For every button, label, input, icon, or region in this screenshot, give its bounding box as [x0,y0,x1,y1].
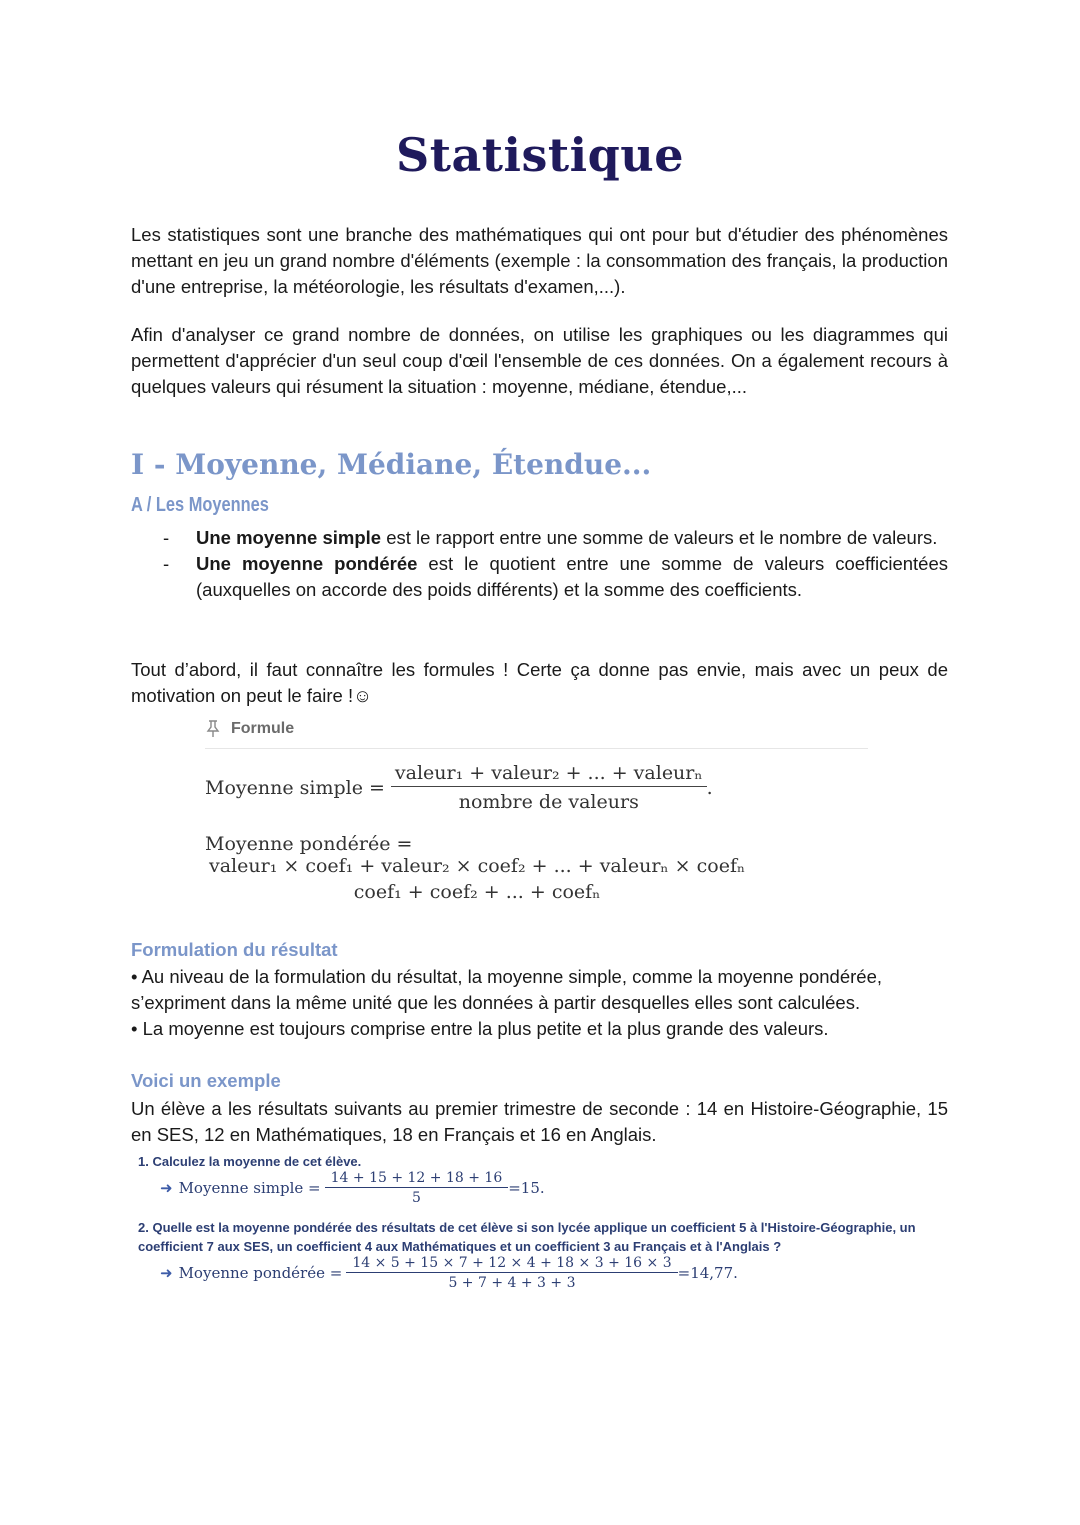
term-simple-mean: Une moyenne simple [196,527,382,548]
page-title: Statistique [396,128,684,182]
subsection-heading: A / Les Moyennes [131,494,269,516]
period: . [706,776,713,799]
formulation-heading: Formulation du résultat [131,939,338,960]
formula-label: Formule [231,720,295,737]
numerator: valeur₁ + valeur₂ + ... + valeurₙ [391,762,707,787]
definition-text: est le rapport entre une somme de valeurs et le nombre de valeurs. [381,527,938,548]
dash-bullet: - [163,553,170,574]
list-item [131,551,948,603]
denominator: 5 + 7 + 4 + 3 + 3 [448,1275,576,1291]
weighted-mean-formula [205,833,749,903]
dash-bullet: - [163,527,170,548]
denominator: coef₁ + coef₂ + ... + coefₙ [353,881,601,903]
formula-box [205,716,868,749]
fraction [391,762,707,813]
answer-1 [160,1170,545,1206]
answer-label: Moyenne simple = [178,1179,321,1197]
denominator: nombre de valeurs [458,791,639,813]
question-1: 1. Calculez la moyenne de cet élève. [138,1154,362,1169]
formulation-point-1: • Au niveau de la formulation du résultat, la moyenne simple, comme la moyenne pondérée, s’expriment dans la même unité que les données à partir desquelles elles sont calculées. [131,966,883,1013]
answer-result: =15. [508,1179,545,1197]
numerator: valeur₁ × coef₁ + valeur₂ × coef₂ + ... + valeurₙ × coefₙ [209,855,746,877]
pin-icon [205,720,221,738]
formulation-point-2: • La moyenne est toujours comprise entre la plus petite et la plus grande des valeurs. [131,1018,829,1039]
intro-paragraph-1: Les statistiques sont une branche des mathématiques qui ont pour but d'étudier des phénomènes mettant en jeu un grand nombre d'éléments (exemple : la consommation des français, la production d'une entreprise, la météorologie, les résultats d'examen,...). [131,224,948,297]
simple-mean-formula [205,762,713,813]
divider [205,748,868,749]
term-weighted-mean: Une moyenne pondérée [196,553,418,574]
section-heading: I - Moyenne, Médiane, Étendue... [131,448,652,481]
formula-header [205,716,868,742]
fraction [205,855,749,903]
fraction [346,1255,677,1291]
answer-label: Moyenne pondérée = [178,1264,343,1282]
definition-text: est le quotient entre une somme de valeurs coefficientées (auxquelles on accorde des poids différents) et la somme des coefficients. [196,553,949,600]
arrow-right-icon: ➜ [160,1264,173,1282]
formula-weighted-label: Moyenne pondérée = [205,833,413,855]
denominator: 5 [411,1190,421,1206]
formula-simple-label: Moyenne simple = [205,776,385,799]
list-item [131,525,948,551]
intro-paragraph-2: Afin d'analyser ce grand nombre de données, on utilise les graphiques ou les diagrammes qui permettent d'apprécier d'un seul coup d'œil l'ensemble de ces données. On a également recours à quelques valeurs qui résument la situation : moyenne, médiane, étendue,... [131,324,948,397]
arrow-right-icon: ➜ [160,1179,173,1197]
definition-list [131,525,948,603]
numerator: 14 × 5 + 15 × 7 + 12 × 4 + 18 × 3 + 16 × 3 [346,1255,677,1273]
example-heading: Voici un exemple [131,1070,281,1091]
example-text: Un élève a les résultats suivants au premier trimestre de seconde : 14 en Histoire-Géographie, 15 en SES, 12 en Mathématiques, 18 en Français et 16 en Anglais. [131,1098,948,1145]
answer-result: =14,77. [677,1264,738,1282]
formulas-intro: Tout d’abord, il faut connaître les formules ! Certe ça donne pas envie, mais avec un peux de motivation on peut le faire !☺ [131,659,948,706]
answer-2 [160,1255,738,1291]
numerator: 14 + 15 + 12 + 18 + 16 [325,1170,509,1188]
question-2: 2. Quelle est la moyenne pondérée des résultats de cet élève si son lycée applique un coefficient 5 à l'Histoire-Géographie, un coefficient 7 aux SES, un coefficient 4 aux Mathématiques et un coefficient 3 au Français et à l'Anglais ? [138,1220,916,1254]
fraction [325,1170,509,1206]
